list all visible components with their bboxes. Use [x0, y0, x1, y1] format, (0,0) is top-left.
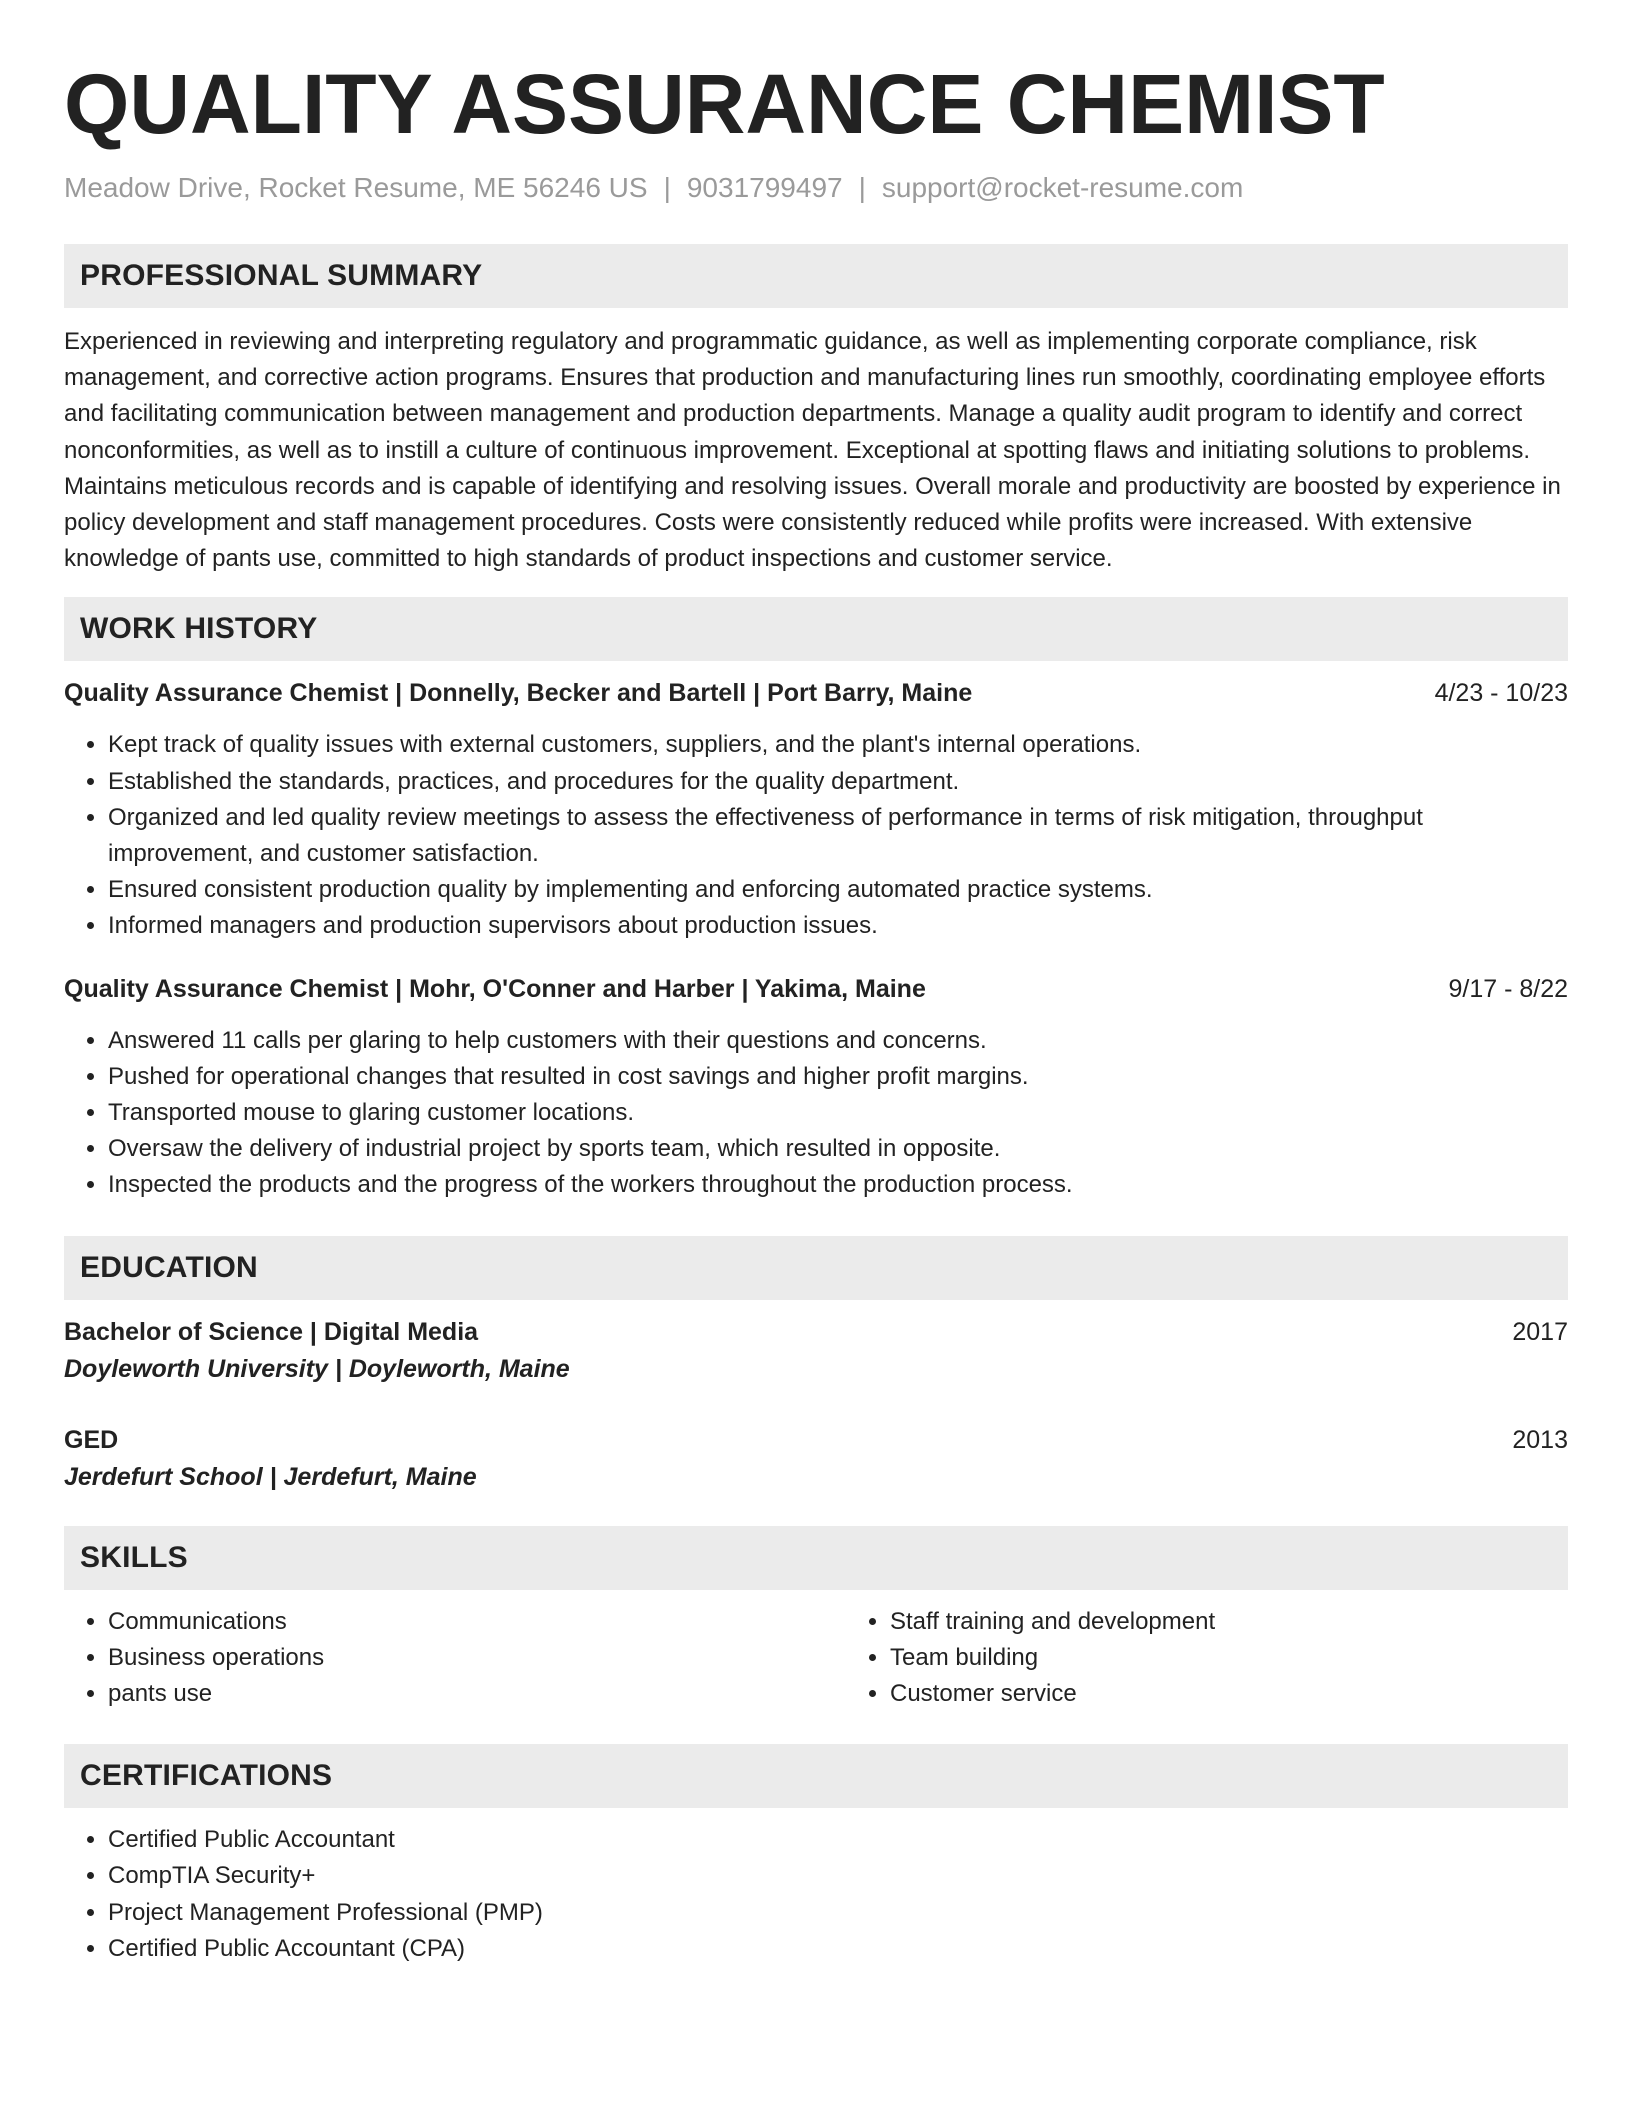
- job-header: [64, 675, 1568, 711]
- list-item: • Informed managers and production supervisors about production issues.: [108, 908, 1568, 944]
- section-heading-certifications: CERTIFICATIONS: [64, 1744, 1568, 1808]
- contact-address: Meadow Drive, Rocket Resume, ME 56246 US: [64, 172, 648, 203]
- contact-separator: |: [663, 172, 671, 203]
- list-item: • Business operations: [108, 1640, 846, 1676]
- summary-text: Experienced in reviewing and interpreting regulatory and programmatic guidance, as well as implementing corporate compliance, risk management, and corrective action programs. Ensures that production and manufacturing lines run smoothly, coordinating employee efforts and facilitating communication between management and production departments. Manage a quality audit program to identify and correct nonconformities, as well as to instill a culture of continuous improvement. Exceptional at spotting flaws and initiating solutions to problems. Maintains meticulous records and is capable of identifying and resolving issues. Overall morale and productivity are boosted by experience in policy development and staff management procedures. Costs were consistently reduced while profits were increased. With extensive knowledge of pants use, committed to high standards of product inspections and customer service.: [64, 328, 1561, 573]
- education-entry: [64, 1314, 1568, 1388]
- list-item: • CompTIA Security+: [108, 1858, 1568, 1894]
- section-heading-skills: SKILLS: [64, 1526, 1568, 1590]
- list-item: • Organized and led quality review meetings to assess the effectiveness of performance in terms of risk mitigation, throughput improvement, and customer satisfaction.: [108, 800, 1568, 872]
- education-header: [64, 1422, 1568, 1458]
- job-dates: 4/23 - 10/23: [1434, 679, 1568, 708]
- job-title: Quality Assurance Chemist | Mohr, O'Conner and Harber | Yakima, Maine: [64, 974, 926, 1003]
- list-item: • Inspected the products and the progress of the workers throughout the production process.: [108, 1167, 1568, 1203]
- skills-column-left: [64, 1604, 846, 1713]
- list-item: • Oversaw the delivery of industrial project by sports team, which resulted in opposite.: [108, 1131, 1568, 1167]
- section-heading-education: EDUCATION: [64, 1236, 1568, 1300]
- list-item: • Project Management Professional (PMP): [108, 1895, 1568, 1931]
- education-school: Jerdefurt School | Jerdefurt, Maine: [64, 1462, 477, 1491]
- contact-line: [64, 170, 1568, 206]
- list-item: • Pushed for operational changes that resulted in cost savings and higher profit margins.: [108, 1059, 1568, 1095]
- education-school: Doyleworth University | Doyleworth, Maine: [64, 1354, 570, 1383]
- skills-list: [64, 1604, 1568, 1713]
- list-item: • Ensured consistent production quality by implementing and enforcing automated practice systems.: [108, 872, 1568, 908]
- education-year: 2017: [1512, 1317, 1568, 1346]
- contact-separator: |: [858, 172, 866, 203]
- list-item: • Certified Public Accountant (CPA): [108, 1931, 1568, 1967]
- education-header: [64, 1314, 1568, 1350]
- skills-column-right: [846, 1604, 1568, 1713]
- job-bullets: [64, 1023, 1568, 1204]
- list-item: • Established the standards, practices, and procedures for the quality department.: [108, 764, 1568, 800]
- list-item: • Staff training and development: [890, 1604, 1568, 1640]
- resume-name: QUALITY ASSURANCE CHEMIST: [64, 57, 1385, 151]
- education-year: 2013: [1512, 1425, 1568, 1454]
- contact-email: support@rocket-resume.com: [881, 172, 1244, 203]
- list-item: • Customer service: [890, 1676, 1568, 1712]
- education-entry: [64, 1422, 1568, 1496]
- list-item: • Transported mouse to glaring customer locations.: [108, 1095, 1568, 1131]
- job-entry: [64, 675, 1568, 944]
- section-heading-work-history: WORK HISTORY: [64, 597, 1568, 661]
- job-dates: 9/17 - 8/22: [1448, 974, 1568, 1003]
- list-item: • pants use: [108, 1676, 846, 1712]
- job-entry: [64, 971, 1568, 1204]
- contact-phone: 9031799497: [686, 172, 843, 203]
- job-title: Quality Assurance Chemist | Donnelly, Becker and Bartell | Port Barry, Maine: [64, 679, 973, 708]
- list-item: • Answered 11 calls per glaring to help customers with their questions and concerns.: [108, 1023, 1568, 1059]
- list-item: • Communications: [108, 1604, 846, 1640]
- job-bullets: [64, 727, 1568, 944]
- certifications-list: [64, 1822, 1568, 1967]
- list-item: • Certified Public Accountant: [108, 1822, 1568, 1858]
- list-item: • Kept track of quality issues with external customers, suppliers, and the plant's internal operations.: [108, 727, 1568, 763]
- job-header: [64, 971, 1568, 1007]
- section-heading-summary: PROFESSIONAL SUMMARY: [64, 244, 1568, 308]
- education-degree: Bachelor of Science | Digital Media: [64, 1317, 479, 1346]
- list-item: • Team building: [890, 1640, 1568, 1676]
- education-degree: GED: [64, 1425, 119, 1454]
